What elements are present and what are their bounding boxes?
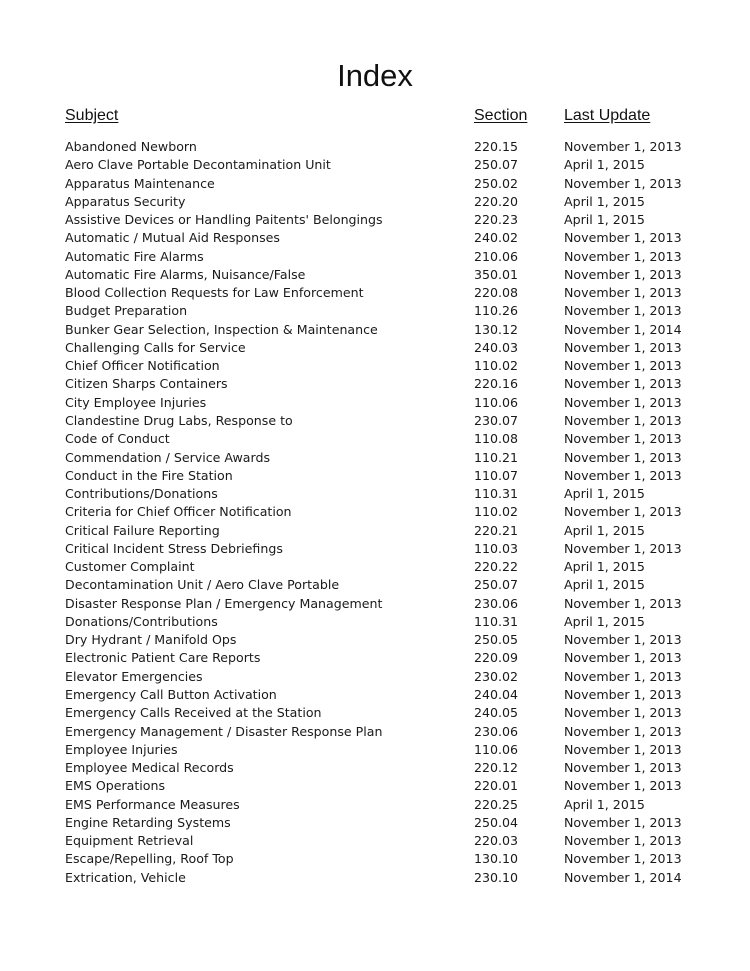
row-section: 250.07 — [474, 157, 519, 173]
row-subject: Blood Collection Requests for Law Enforcement — [65, 285, 364, 301]
row-section: 220.15 — [474, 139, 519, 154]
row-subject: Abandoned Newborn — [65, 139, 197, 154]
row-subject: Emergency Management / Disaster Response Plan — [65, 723, 383, 739]
row-subject: Citizen Sharps Containers — [65, 376, 228, 392]
row-section: 240.03 — [474, 339, 519, 355]
row-subject: Challenging Calls for Service — [65, 339, 246, 355]
row-subject: Assistive Devices or Handling Paitents' Belongings — [65, 212, 383, 228]
index-row — [0, 193, 750, 211]
row-last-update: April 1, 2015 — [564, 212, 645, 228]
row-subject: Chief Officer Notification — [65, 358, 220, 374]
row-subject: Dry Hydrant / Manifold Ops — [65, 632, 237, 648]
row-section: 130.10 — [474, 851, 519, 867]
index-row — [0, 613, 750, 631]
index-row — [0, 449, 750, 467]
row-section: 240.05 — [474, 705, 519, 721]
row-last-update: November 1, 2013 — [564, 632, 682, 648]
row-section: 220.09 — [474, 650, 519, 666]
index-row — [0, 284, 750, 302]
row-last-update: November 1, 2013 — [564, 339, 682, 355]
row-subject: Contributions/Donations — [65, 486, 218, 502]
index-row — [0, 741, 750, 759]
row-subject: Bunker Gear Selection, Inspection & Maintenance — [65, 321, 378, 337]
row-section: 110.26 — [474, 303, 519, 319]
index-row — [0, 302, 750, 320]
row-subject: Emergency Call Button Activation — [65, 686, 277, 702]
column-headers — [0, 107, 750, 129]
index-row — [0, 832, 750, 850]
row-subject: Clandestine Drug Labs, Response to — [65, 412, 293, 428]
row-section: 220.21 — [474, 522, 519, 538]
row-subject: City Employee Injuries — [65, 394, 207, 410]
row-subject: Disaster Response Plan / Emergency Management — [65, 595, 383, 611]
row-subject: Automatic Fire Alarms, Nuisance/False — [65, 266, 306, 282]
row-subject: Apparatus Maintenance — [65, 175, 215, 191]
index-row — [0, 156, 750, 174]
row-subject: Apparatus Security — [65, 193, 186, 209]
index-row — [0, 686, 750, 704]
index-row — [0, 759, 750, 777]
row-last-update: November 1, 2013 — [564, 303, 682, 319]
index-row — [0, 704, 750, 722]
row-last-update: November 1, 2013 — [564, 358, 682, 374]
index-row — [0, 321, 750, 339]
row-subject: Budget Preparation — [65, 303, 188, 319]
row-last-update: November 1, 2013 — [564, 595, 682, 611]
index-row — [0, 229, 750, 247]
index-row — [0, 522, 750, 540]
index-row — [0, 211, 750, 229]
row-section: 110.03 — [474, 540, 519, 556]
row-last-update: November 1, 2013 — [564, 705, 682, 721]
row-section: 220.03 — [474, 833, 519, 849]
row-last-update: November 1, 2013 — [564, 230, 682, 246]
row-subject: EMS Performance Measures — [65, 796, 240, 812]
index-list — [0, 138, 750, 887]
index-row — [0, 375, 750, 393]
row-last-update: November 1, 2014 — [564, 869, 682, 885]
row-last-update: November 1, 2013 — [564, 504, 682, 520]
row-subject: Extrication, Vehicle — [65, 869, 186, 885]
row-last-update: April 1, 2015 — [564, 486, 645, 502]
row-last-update: November 1, 2013 — [564, 833, 682, 849]
index-row — [0, 467, 750, 485]
row-subject: Aero Clave Portable Decontamination Unit — [65, 157, 331, 173]
row-section: 110.02 — [474, 504, 519, 520]
row-last-update: April 1, 2015 — [564, 577, 645, 593]
row-last-update: November 1, 2013 — [564, 175, 682, 191]
row-section: 220.22 — [474, 559, 519, 575]
row-subject: Elevator Emergencies — [65, 668, 203, 684]
row-last-update: November 1, 2013 — [564, 449, 682, 465]
row-last-update: April 1, 2015 — [564, 522, 645, 538]
row-section: 110.06 — [474, 394, 519, 410]
row-section: 220.23 — [474, 212, 519, 228]
row-section: 110.08 — [474, 431, 519, 447]
row-subject: Donations/Contributions — [65, 613, 218, 629]
row-subject: Customer Complaint — [65, 559, 195, 575]
row-subject: Commendation / Service Awards — [65, 449, 271, 465]
row-last-update: November 1, 2013 — [564, 394, 682, 410]
row-last-update: November 1, 2013 — [564, 376, 682, 392]
row-last-update: November 1, 2013 — [564, 668, 682, 684]
row-section: 230.06 — [474, 723, 519, 739]
row-section: 220.12 — [474, 760, 519, 776]
row-last-update: April 1, 2015 — [564, 796, 645, 812]
row-last-update: November 1, 2013 — [564, 139, 682, 154]
row-section: 110.21 — [474, 449, 519, 465]
row-subject: Employee Injuries — [65, 741, 178, 757]
index-row — [0, 248, 750, 266]
row-subject: Automatic Fire Alarms — [65, 248, 204, 264]
row-subject: Criteria for Chief Officer Notification — [65, 504, 292, 520]
row-last-update: April 1, 2015 — [564, 157, 645, 173]
row-last-update: November 1, 2013 — [564, 248, 682, 264]
row-last-update: November 1, 2013 — [564, 723, 682, 739]
row-section: 240.02 — [474, 230, 519, 246]
header-last-update: Last Update — [564, 107, 651, 124]
index-row — [0, 595, 750, 613]
row-subject: EMS Operations — [65, 778, 166, 794]
index-row — [0, 649, 750, 667]
index-row — [0, 339, 750, 357]
row-last-update: November 1, 2013 — [564, 540, 682, 556]
index-row — [0, 558, 750, 576]
row-section: 110.02 — [474, 358, 519, 374]
index-row — [0, 503, 750, 521]
row-last-update: November 1, 2013 — [564, 814, 682, 830]
row-last-update: November 1, 2013 — [564, 760, 682, 776]
index-row — [0, 412, 750, 430]
row-subject: Employee Medical Records — [65, 760, 234, 776]
index-row — [0, 485, 750, 503]
index-row — [0, 266, 750, 284]
index-row — [0, 394, 750, 412]
header-section: Section — [474, 107, 528, 124]
row-last-update: November 1, 2013 — [564, 741, 682, 757]
row-section: 110.06 — [474, 741, 519, 757]
index-row — [0, 430, 750, 448]
row-section: 240.04 — [474, 686, 519, 702]
row-last-update: November 1, 2013 — [564, 778, 682, 794]
row-section: 130.12 — [474, 321, 519, 337]
page-title: Index — [337, 58, 413, 93]
row-section: 220.25 — [474, 796, 519, 812]
index-row — [0, 796, 750, 814]
row-last-update: April 1, 2015 — [564, 613, 645, 629]
row-section: 230.02 — [474, 668, 519, 684]
row-subject: Conduct in the Fire Station — [65, 467, 233, 483]
row-section: 220.16 — [474, 376, 519, 392]
index-row — [0, 357, 750, 375]
index-row — [0, 175, 750, 193]
row-section: 110.31 — [474, 486, 519, 502]
row-section: 220.01 — [474, 778, 519, 794]
row-last-update: April 1, 2015 — [564, 193, 645, 209]
index-row — [0, 814, 750, 832]
row-section: 250.02 — [474, 175, 519, 191]
row-last-update: November 1, 2013 — [564, 650, 682, 666]
row-section: 230.10 — [474, 869, 519, 885]
index-row — [0, 668, 750, 686]
index-row — [0, 540, 750, 558]
row-subject: Critical Incident Stress Debriefings — [65, 540, 283, 556]
row-section: 250.05 — [474, 632, 519, 648]
row-last-update: November 1, 2013 — [564, 431, 682, 447]
row-section: 230.07 — [474, 412, 519, 428]
row-section: 250.07 — [474, 577, 519, 593]
row-last-update: November 1, 2013 — [564, 285, 682, 301]
row-subject: Automatic / Mutual Aid Responses — [65, 230, 280, 246]
row-section: 220.20 — [474, 193, 519, 209]
row-last-update: November 1, 2013 — [564, 266, 682, 282]
index-row — [0, 869, 750, 887]
row-section: 220.08 — [474, 285, 519, 301]
row-last-update: November 1, 2013 — [564, 851, 682, 867]
row-subject: Escape/Repelling, Roof Top — [65, 851, 234, 867]
row-subject: Code of Conduct — [65, 431, 170, 447]
row-section: 210.06 — [474, 248, 519, 264]
index-row — [0, 850, 750, 868]
row-section: 250.04 — [474, 814, 519, 830]
row-last-update: April 1, 2015 — [564, 559, 645, 575]
row-last-update: November 1, 2014 — [564, 321, 682, 337]
row-section: 350.01 — [474, 266, 519, 282]
row-subject: Equipment Retrieval — [65, 833, 194, 849]
row-subject: Decontamination Unit / Aero Clave Portable — [65, 577, 340, 593]
index-row — [0, 777, 750, 795]
header-subject: Subject — [65, 107, 119, 124]
row-last-update: November 1, 2013 — [564, 412, 682, 428]
row-subject: Critical Failure Reporting — [65, 522, 220, 538]
index-row — [0, 631, 750, 649]
row-section: 110.31 — [474, 613, 519, 629]
index-row — [0, 576, 750, 594]
index-row — [0, 138, 750, 156]
row-last-update: November 1, 2013 — [564, 467, 682, 483]
row-subject: Emergency Calls Received at the Station — [65, 705, 322, 721]
row-last-update: November 1, 2013 — [564, 686, 682, 702]
row-subject: Electronic Patient Care Reports — [65, 650, 261, 666]
row-section: 230.06 — [474, 595, 519, 611]
row-subject: Engine Retarding Systems — [65, 814, 231, 830]
index-row — [0, 723, 750, 741]
row-section: 110.07 — [474, 467, 519, 483]
